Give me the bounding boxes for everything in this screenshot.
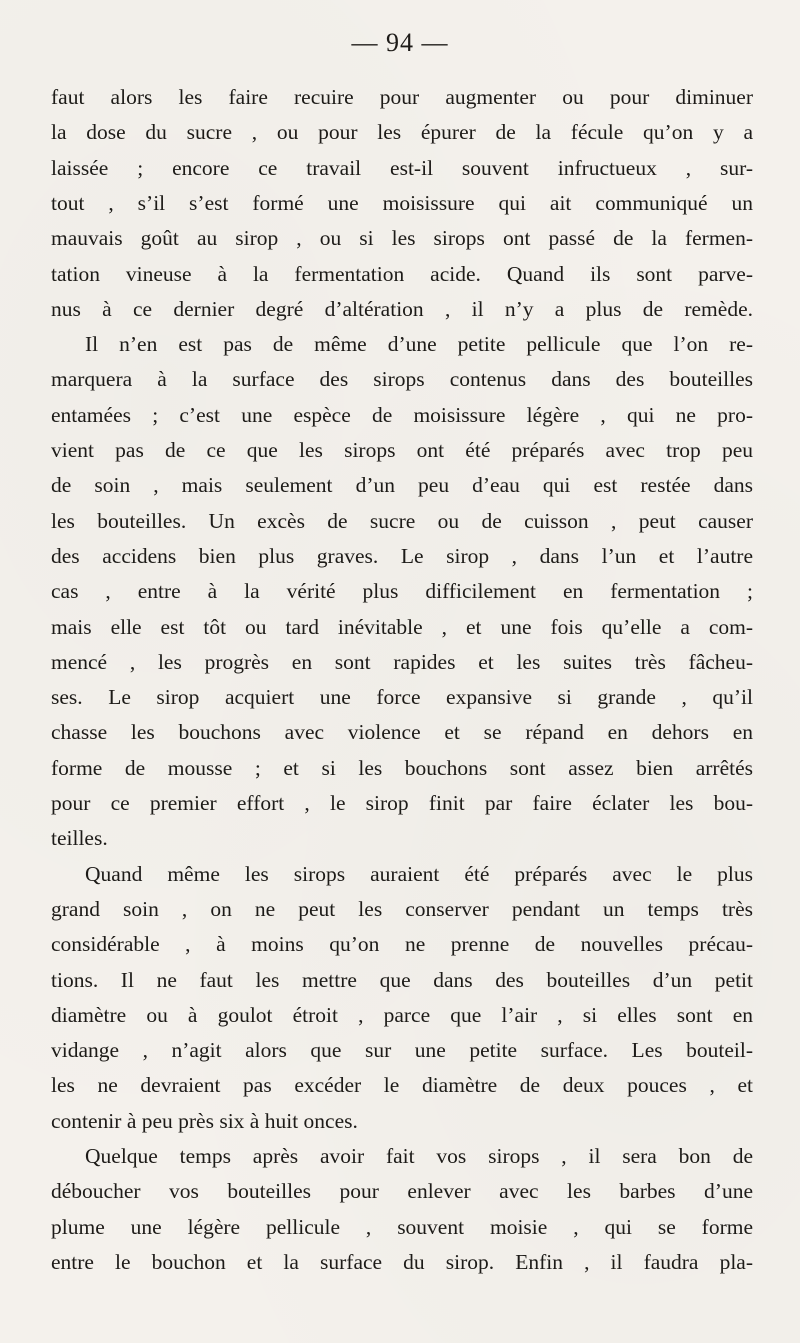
text-line: marquera à la surface des sirops contenus dans des bouteilles <box>51 367 753 392</box>
text-line: ses. Le sirop acquiert une force expansive si grande , qu’il <box>51 685 753 710</box>
text-line: diamètre ou à goulot étroit , parce que l’air , si elles sont en <box>51 1002 753 1027</box>
text-line: mauvais goût au sirop , ou si les sirops ont passé de la fermen- <box>51 226 753 251</box>
text-line: des accidens bien plus graves. Le sirop , dans l’un et l’autre <box>51 543 753 568</box>
text-line: tout , s’il s’est formé une moisissure qui ait communiqué un <box>51 190 753 215</box>
text-line: vidange , n’agit alors que sur une petite surface. Les bouteil- <box>51 1038 753 1063</box>
text-line: entre le bouchon et la surface du sirop. Enfin , il faudra pla- <box>51 1249 753 1274</box>
text-line: faut alors les faire recuire pour augmenter ou pour diminuer <box>51 85 753 109</box>
text-line: teilles. <box>51 826 108 851</box>
text-line: de soin , mais seulement d’un peu d’eau qui est restée dans <box>51 473 753 498</box>
text-line: nus à ce dernier degré d’altération , il n’y a plus de remède. <box>51 296 753 321</box>
text-line: tions. Il ne faut les mettre que dans des bouteilles d’un petit <box>51 967 753 992</box>
text-line: Quelque temps après avoir fait vos sirops , il sera bon de <box>85 1144 753 1168</box>
text-line: contenir à peu près six à huit onces. <box>51 1108 358 1133</box>
text-line: considérable , à moins qu’on ne prenne de nouvelles précau- <box>51 932 753 957</box>
text-line: Quand même les sirops auraient été préparés avec le plus <box>85 861 753 886</box>
text-line: plume une légère pellicule , souvent moisie , qui se forme <box>51 1214 753 1239</box>
text-line: mencé , les progrès en sont rapides et les suites très fâcheu- <box>51 649 753 674</box>
text-line: cas , entre à la vérité plus difficilement en fermentation ; <box>51 579 753 604</box>
text-line: tation vineuse à la fermentation acide. Quand ils sont parve- <box>51 261 753 286</box>
text-line: pour ce premier effort , le sirop finit par faire éclater les bou- <box>51 791 753 815</box>
text-line: déboucher vos bouteilles pour enlever avec les barbes d’une <box>51 1179 753 1204</box>
text-line: laissée ; encore ce travail est-il souvent infructueux , sur- <box>51 155 753 180</box>
text-line: forme de mousse ; et si les bouchons sont assez bien arrêtés <box>51 755 753 780</box>
page-number: — 94 — <box>351 28 449 57</box>
text-line: les ne devraient pas excéder le diamètre de deux pouces , et <box>51 1073 753 1098</box>
text-line: entamées ; c’est une espèce de moisissure légère , qui ne pro- <box>51 402 753 427</box>
text-line: la dose du sucre , ou pour les épurer de la fécule qu’on y a <box>51 120 753 145</box>
text-line: chasse les bouchons avec violence et se répand en dehors en <box>51 720 753 745</box>
text-line: vient pas de ce que les sirops ont été préparés avec trop peu <box>51 438 753 462</box>
text-line: mais elle est tôt ou tard inévitable , et une fois qu’elle a com- <box>51 614 753 639</box>
text-line: les bouteilles. Un excès de sucre ou de cuisson , peut causer <box>51 508 753 533</box>
text-line: Il n’en est pas de même d’une petite pellicule que l’on re- <box>85 332 753 357</box>
text-line: grand soin , on ne peut les conserver pendant un temps très <box>51 896 753 921</box>
